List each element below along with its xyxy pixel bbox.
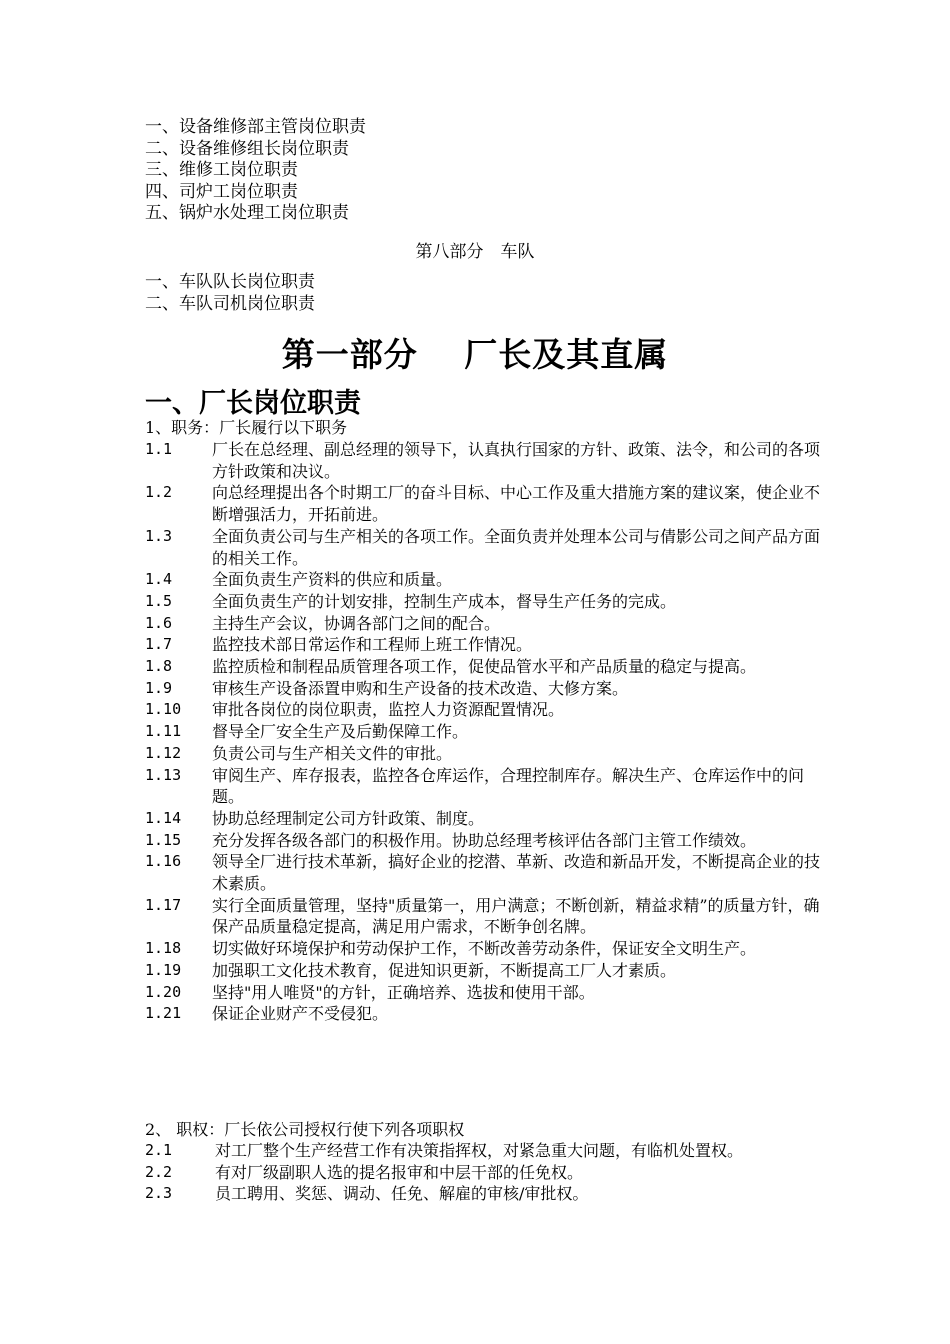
item-number: 1.7 <box>145 635 173 654</box>
item-number: 2.2 <box>145 1162 173 1181</box>
item-number: 1.19 <box>145 960 182 979</box>
item-number: 1.15 <box>145 830 182 849</box>
toc-item: 四、司炉工岗位职责 <box>145 181 298 202</box>
item-text: 审批各岗位的岗位职责，监控人力资源配置情况。 <box>212 700 565 720</box>
list-item <box>145 830 825 852</box>
item-text: 督导全厂安全生产及后勤保障工作。 <box>212 722 469 742</box>
list-item <box>145 569 825 591</box>
item-number: 1.4 <box>145 570 173 589</box>
list-item <box>145 678 825 700</box>
item-number: 1.21 <box>145 1004 182 1023</box>
item-text: 全面负责生产的计划安排，控制生产成本，督导生产任务的完成。 <box>212 591 677 611</box>
list-item <box>145 808 825 830</box>
list-item <box>145 613 825 635</box>
toc-item: 二、车队司机岗位职责 <box>145 294 315 314</box>
list-item <box>145 982 825 1004</box>
list-item <box>145 1003 825 1025</box>
item-text: 监控技术部日常运作和工程师上班工作情况。 <box>212 635 533 655</box>
toc-item: 一、设备维修部主管岗位职责 <box>145 117 366 137</box>
item-number: 1.20 <box>145 982 182 1001</box>
item-text: 有对厂级副职人选的提名报审和中层干部的任免权。 <box>215 1162 584 1182</box>
section-title: 一、厂长岗位职责 <box>145 388 361 419</box>
item-number: 1.16 <box>145 852 182 871</box>
toc-part8 <box>145 271 315 315</box>
list-item <box>145 482 825 525</box>
duties-heading: 1、职务：厂长履行以下职务 <box>145 418 348 437</box>
item-number: 1.11 <box>145 722 182 741</box>
list-item <box>145 526 825 569</box>
list-item <box>145 851 825 894</box>
list-item <box>145 591 825 613</box>
item-text: 全面负责公司与生产相关的各项工作。全面负责并处理本公司与倩影公司之间产品方面的相关工作。 <box>212 526 821 568</box>
item-text: 审阅生产、库存报表，监控各仓库运作，合理控制库存。解决生产、仓库运作中的问题。 <box>212 765 805 807</box>
item-text: 全面负责生产资料的供应和质量。 <box>212 570 453 590</box>
powers-heading: 2、 职权：厂长依公司授权行使下列各项职权 <box>145 1120 465 1139</box>
item-number: 1.13 <box>145 765 182 784</box>
item-text: 协助总经理制定公司方针政策、制度。 <box>212 808 485 828</box>
part8-heading: 第八部分 车队 <box>415 242 535 262</box>
item-number: 1.6 <box>145 613 173 632</box>
list-item <box>145 439 825 482</box>
item-number: 2.1 <box>145 1141 173 1159</box>
item-text: 切实做好环境保护和劳动保护工作，不断改善劳动条件，保证安全文明生产。 <box>212 939 757 959</box>
item-text: 负责公司与生产相关文件的审批。 <box>212 743 453 763</box>
item-text: 充分发挥各级各部门的积极作用。协助总经理考核评估各部门主管工作绩效。 <box>212 830 757 850</box>
item-text: 审核生产设备添置申购和生产设备的技术改造、大修方案。 <box>212 678 629 698</box>
item-text: 员工聘用、奖惩、调动、任免、解雇的审核/审批权。 <box>215 1184 589 1204</box>
item-text: 向总经理提出各个时期工厂的奋斗目标、中心工作及重大措施方案的建议案，使企业不断增强活力，开拓前进。 <box>212 483 821 525</box>
item-number: 1.1 <box>145 440 173 458</box>
item-number: 1.5 <box>145 591 173 610</box>
item-text: 领导全厂进行技术革新，搞好企业的挖潜、革新、改造和新品开发，不断提高企业的技术素质。 <box>212 852 821 894</box>
item-text: 主持生产会议，协调各部门之间的配合。 <box>212 613 501 633</box>
item-text: 坚持"用人唯贤"的方针，正确培养、选拔和使用干部。 <box>212 982 595 1002</box>
item-text: 实行全面质量管理，坚持"质量第一，用户满意；不断创新，精益求精”的质量方针，确保产品质量稳定提高，满足用户需求，不断争创名牌。 <box>212 895 820 937</box>
item-text: 对工厂整个生产经营工作有决策指挥权，对紧急重大问题，有临机处置权。 <box>215 1141 744 1160</box>
item-number: 1.17 <box>145 895 182 914</box>
list-item <box>145 699 825 721</box>
list-item <box>145 938 825 960</box>
list-item <box>145 1140 825 1162</box>
item-number: 1.12 <box>145 743 182 762</box>
list-item <box>145 634 825 656</box>
item-number: 2.3 <box>145 1184 173 1203</box>
list-item <box>145 765 825 808</box>
toc-part7 <box>145 117 366 225</box>
toc-item: 一、车队队长岗位职责 <box>145 272 315 292</box>
toc-item: 三、维修工岗位职责 <box>145 160 298 181</box>
item-number: 1.18 <box>145 939 182 958</box>
duties-list <box>145 439 825 1025</box>
item-text: 厂长在总经理、副总经理的领导下，认真执行国家的方针、政策、法令，和公司的各项方针政策和决议。 <box>212 440 821 481</box>
list-item <box>145 656 825 678</box>
list-item <box>145 743 825 765</box>
item-number: 1.9 <box>145 678 173 697</box>
toc-item: 五、锅炉水处理工岗位职责 <box>145 203 349 224</box>
item-text: 加强职工文化技术教育，促进知识更新，不断提高工厂人才素质。 <box>212 960 677 980</box>
list-item <box>145 895 825 938</box>
item-number: 1.10 <box>145 700 182 719</box>
list-item <box>145 721 825 743</box>
part1-title: 第一部分 厂长及其直属 <box>281 335 669 374</box>
item-number: 1.8 <box>145 657 173 676</box>
item-number: 1.2 <box>145 483 173 502</box>
list-item <box>145 960 825 982</box>
item-text: 监控质检和制程品质管理各项工作，促使品管水平和产品质量的稳定与提高。 <box>212 657 757 677</box>
powers-list <box>145 1140 825 1205</box>
toc-item: 二、设备维修组长岗位职责 <box>145 138 349 159</box>
item-text: 保证企业财产不受侵犯。 <box>212 1004 389 1024</box>
item-number: 1.14 <box>145 808 182 827</box>
list-item <box>145 1183 825 1205</box>
item-number: 1.3 <box>145 526 173 545</box>
list-item <box>145 1162 825 1184</box>
